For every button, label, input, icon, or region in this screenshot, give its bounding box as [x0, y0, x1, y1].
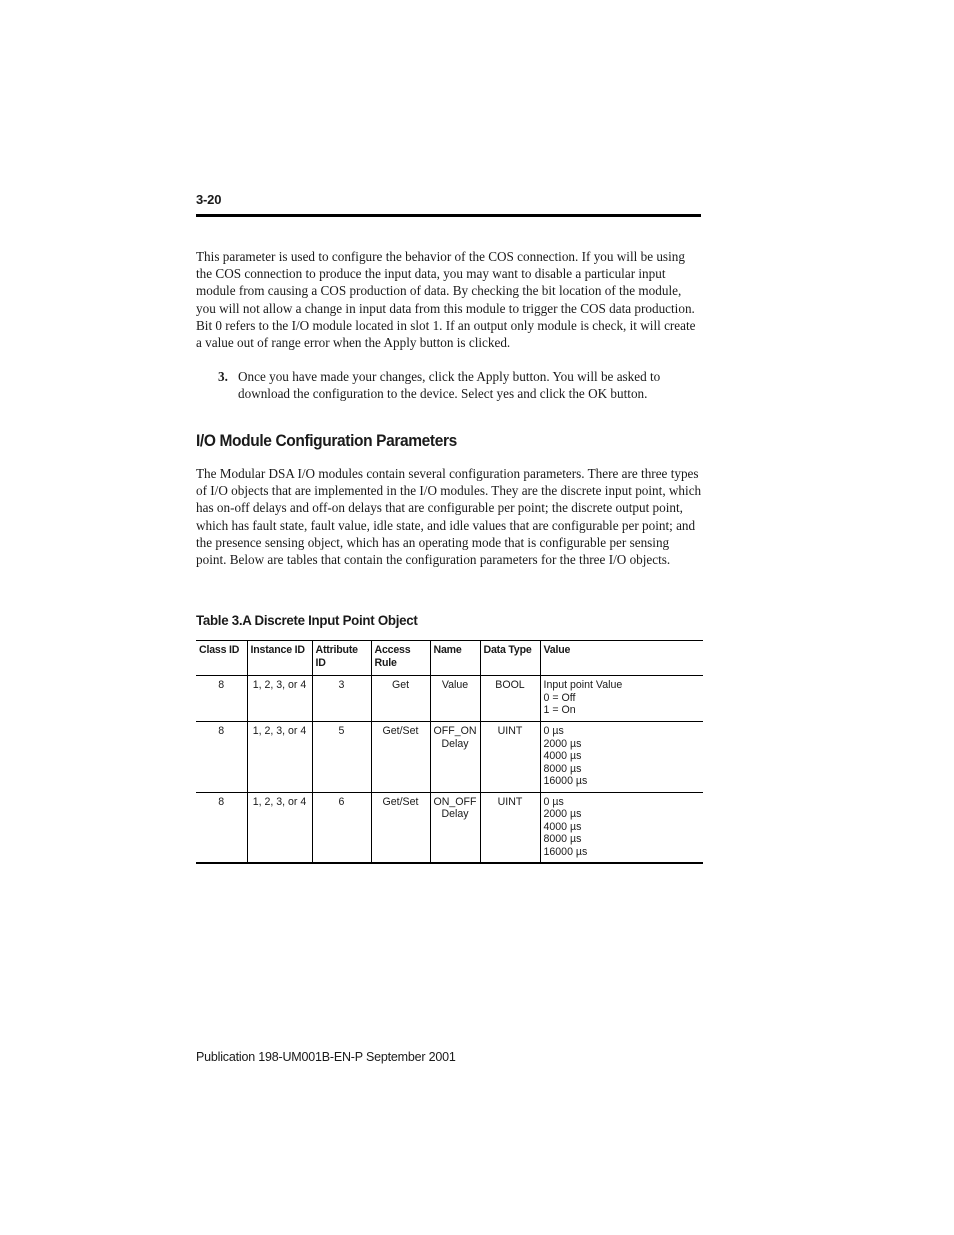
- section-heading: I/O Module Configuration Parameters: [196, 432, 457, 450]
- instance-id-cell: 1, 2, 3, or 4: [247, 792, 312, 863]
- table-row: [196, 722, 703, 793]
- class-id-cell: 8: [218, 795, 225, 808]
- column-header: Access Rule: [371, 641, 430, 676]
- name-cell: [430, 676, 480, 722]
- column-header: Name: [430, 641, 480, 676]
- header-rule: [196, 214, 701, 217]
- name-line: Delay: [441, 808, 469, 820]
- name-cell: [430, 722, 480, 793]
- value-line: 16000 µs: [543, 845, 588, 858]
- value-line: 8000 µs: [543, 833, 582, 845]
- publication-footer: Publication 198-UM001B-EN-P September 2001: [196, 1050, 456, 1064]
- name-line: Value: [441, 679, 469, 691]
- intro-paragraph: This parameter is used to configure the behavior of the COS connection. If you will be using the COS connection to produce the input data, you may want to disable a particular input module from causing a COS production of data. By checking the bit location of the module, you will not allow a change in input data from this module to trigger the COS data production. Bit 0 refers to the I/O module located in slot 1. If an output only module is check, it will create a value out of range error when the Apply button is clicked.: [196, 249, 696, 351]
- value-line: 0 = Off: [543, 691, 576, 704]
- attribute-id-cell: 6: [312, 792, 371, 863]
- step-number: 3.: [218, 369, 228, 384]
- value-line: 0 µs: [543, 795, 564, 808]
- value-line: 16000 µs: [543, 775, 588, 787]
- data-type-cell: BOOL: [480, 676, 540, 722]
- column-header: Class ID: [199, 644, 240, 656]
- table-header-row: [196, 641, 703, 676]
- value-cell: [540, 722, 703, 793]
- data-type-cell: UINT: [480, 722, 540, 793]
- discrete-input-point-table: [196, 640, 703, 864]
- value-cell: [540, 676, 703, 722]
- table-row: [196, 676, 703, 722]
- table-row: [196, 792, 703, 863]
- instance-id-cell: 1, 2, 3, or 4: [247, 676, 312, 722]
- access-rule-cell: Get/Set: [371, 722, 430, 793]
- table-caption: Table 3.A Discrete Input Point Object: [196, 612, 418, 628]
- class-id-cell: 8: [218, 679, 225, 691]
- value-cell: [540, 792, 703, 863]
- name-line: ON_OFF: [433, 795, 477, 808]
- value-line: Input point Value: [543, 679, 623, 691]
- value-line: 1 = On: [543, 704, 576, 716]
- column-header: Data Type: [480, 641, 540, 676]
- step-text: Once you have made your changes, click the Apply button. You will be asked to download the configuration to the device. Select yes and click the OK button.: [238, 369, 661, 402]
- value-line: 4000 µs: [543, 750, 582, 762]
- attribute-id-cell: 5: [312, 722, 371, 793]
- column-header: Value: [540, 641, 703, 676]
- data-type-cell: UINT: [480, 792, 540, 863]
- instance-id-cell: 1, 2, 3, or 4: [247, 722, 312, 793]
- value-line: 4000 µs: [543, 820, 582, 833]
- section-paragraph: The Modular DSA I/O modules contain several configuration parameters. There are three types of I/O objects that are implemented in the I/O modules. They are the discrete input point, which has on-off delays and off-on delays that are configurable per point; the discrete output point, which has fault state, fault value, idle state, and idle values that are configurable per point; and the presence sensing object, which has an operating mode that is configurable per sensing point. Below are tables that contain the configuration parameters for the three I/O objects.: [196, 466, 702, 568]
- page-number: 3-20: [196, 192, 222, 207]
- value-line: 2000 µs: [543, 808, 582, 820]
- attribute-id-cell: 3: [312, 676, 371, 722]
- column-header: Instance ID: [247, 641, 312, 676]
- access-rule-cell: Get: [371, 676, 430, 722]
- name-cell: [430, 792, 480, 863]
- name-line: Delay: [441, 737, 469, 750]
- name-line: OFF_ON: [433, 725, 477, 737]
- access-rule-cell: Get/Set: [371, 792, 430, 863]
- value-line: 8000 µs: [543, 762, 582, 775]
- value-line: 0 µs: [543, 725, 564, 737]
- column-header: Attribute ID: [312, 641, 371, 676]
- class-id-cell: 8: [218, 725, 225, 737]
- value-line: 2000 µs: [543, 737, 582, 750]
